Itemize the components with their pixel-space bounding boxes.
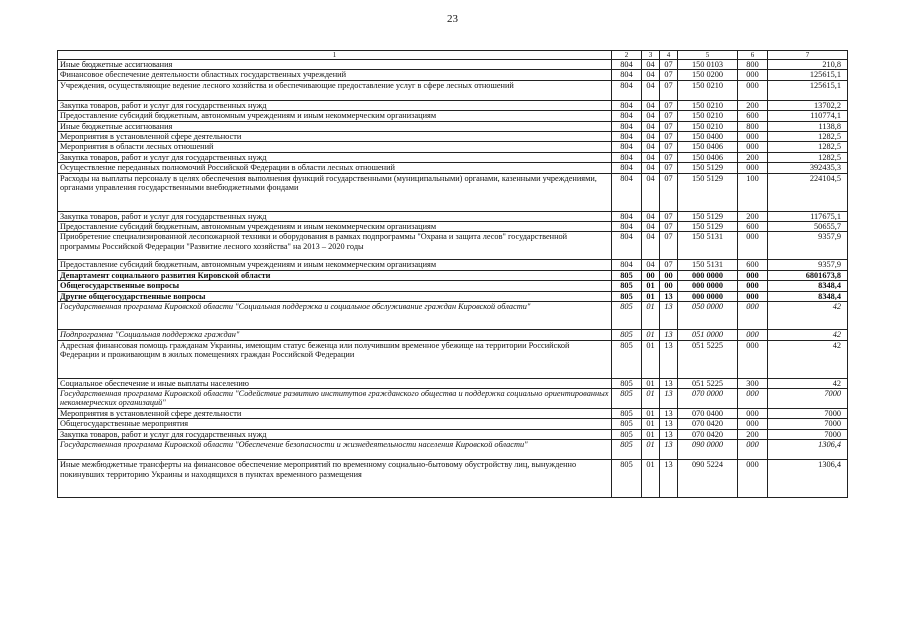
ministry-code: 804 — [612, 142, 642, 152]
amount: 7000 — [768, 419, 848, 429]
target-article-code: 150 5131 — [678, 232, 738, 260]
target-article-code: 150 0210 — [678, 80, 738, 100]
section-code: 04 — [642, 121, 660, 131]
table-row — [58, 270, 848, 280]
header-cell: 2 — [612, 51, 642, 60]
header-cell: 1 — [58, 51, 612, 60]
table-row — [58, 232, 848, 260]
expense-type-code: 200 — [738, 429, 768, 439]
expense-type-code: 800 — [738, 60, 768, 70]
table-row — [58, 222, 848, 232]
expense-type-code: 000 — [738, 302, 768, 330]
ministry-code: 804 — [612, 60, 642, 70]
item-name: Закупка товаров, работ и услуг для государственных нужд — [58, 211, 612, 221]
item-name: Иные бюджетные ассигнования — [58, 121, 612, 131]
item-name: Государственная программа Кировской области "Содействие развитию институтов гражданского общества и поддержка социально ориентированных некоммерческих организаций" — [58, 388, 612, 408]
ministry-code: 804 — [612, 80, 642, 100]
amount: 8348,4 — [768, 291, 848, 301]
expense-type-code: 000 — [738, 330, 768, 340]
section-code: 04 — [642, 111, 660, 121]
target-article-code: 050 0000 — [678, 302, 738, 330]
section-code: 01 — [642, 419, 660, 429]
ministry-code: 804 — [612, 100, 642, 110]
table-row — [58, 211, 848, 221]
table-row — [58, 460, 848, 498]
expense-type-code: 000 — [738, 232, 768, 260]
item-name: Другие общегосударственные вопросы — [58, 291, 612, 301]
table-row — [58, 111, 848, 121]
target-article-code: 090 0000 — [678, 440, 738, 460]
section-code: 01 — [642, 330, 660, 340]
target-article-code: 090 5224 — [678, 460, 738, 498]
ministry-code: 804 — [612, 132, 642, 142]
target-article-code: 150 0210 — [678, 100, 738, 110]
ministry-code: 805 — [612, 270, 642, 280]
section-code: 04 — [642, 100, 660, 110]
ministry-code: 805 — [612, 281, 642, 291]
ministry-code: 804 — [612, 173, 642, 211]
expense-type-code: 000 — [738, 270, 768, 280]
amount: 7000 — [768, 429, 848, 439]
target-article-code: 150 5129 — [678, 163, 738, 173]
expense-type-code: 000 — [738, 419, 768, 429]
expense-type-code: 600 — [738, 111, 768, 121]
subsection-code: 07 — [660, 132, 678, 142]
target-article-code: 150 0103 — [678, 60, 738, 70]
subsection-code: 07 — [660, 142, 678, 152]
subsection-code: 13 — [660, 302, 678, 330]
subsection-code: 13 — [660, 419, 678, 429]
section-code: 04 — [642, 70, 660, 80]
target-article-code: 150 0406 — [678, 142, 738, 152]
ministry-code: 804 — [612, 211, 642, 221]
table-row — [58, 330, 848, 340]
subsection-code: 13 — [660, 440, 678, 460]
target-article-code: 070 0000 — [678, 388, 738, 408]
section-code: 01 — [642, 440, 660, 460]
item-name: Общегосударственные вопросы — [58, 281, 612, 291]
expense-type-code: 300 — [738, 378, 768, 388]
amount: 1282,5 — [768, 142, 848, 152]
section-code: 04 — [642, 60, 660, 70]
target-article-code: 150 5129 — [678, 222, 738, 232]
expense-type-code: 200 — [738, 152, 768, 162]
table-row — [58, 260, 848, 270]
item-name: Предоставление субсидий бюджетным, автономным учреждениям и иным некоммерческим организациям — [58, 111, 612, 121]
subsection-code: 00 — [660, 270, 678, 280]
item-name: Государственная программа Кировской области "Обеспечение безопасности и жизнедеятельности населения Кировской области" — [58, 440, 612, 460]
subsection-code: 07 — [660, 70, 678, 80]
subsection-code: 13 — [660, 460, 678, 498]
ministry-code: 805 — [612, 330, 642, 340]
table-row — [58, 378, 848, 388]
expense-type-code: 000 — [738, 142, 768, 152]
expense-type-code: 000 — [738, 340, 768, 378]
item-name: Мероприятия в области лесных отношений — [58, 142, 612, 152]
table-row — [58, 142, 848, 152]
target-article-code: 070 0420 — [678, 419, 738, 429]
amount: 8348,4 — [768, 281, 848, 291]
table-row — [58, 419, 848, 429]
expense-type-code: 800 — [738, 121, 768, 131]
table-row — [58, 408, 848, 418]
section-code: 01 — [642, 281, 660, 291]
target-article-code: 070 0400 — [678, 408, 738, 418]
expense-type-code: 600 — [738, 222, 768, 232]
target-article-code: 000 0000 — [678, 281, 738, 291]
subsection-code: 07 — [660, 260, 678, 270]
target-article-code: 150 0210 — [678, 111, 738, 121]
section-code: 04 — [642, 152, 660, 162]
subsection-code: 07 — [660, 80, 678, 100]
subsection-code: 13 — [660, 429, 678, 439]
target-article-code: 150 5131 — [678, 260, 738, 270]
table-row — [58, 60, 848, 70]
table-row — [58, 70, 848, 80]
ministry-code: 805 — [612, 429, 642, 439]
item-name: Общегосударственные мероприятия — [58, 419, 612, 429]
expense-type-code: 000 — [738, 132, 768, 142]
item-name: Иные бюджетные ассигнования — [58, 60, 612, 70]
item-name: Предоставление субсидий бюджетным, автономным учреждениям и иным некоммерческим организациям — [58, 260, 612, 270]
budget-table — [57, 50, 848, 498]
section-code: 04 — [642, 80, 660, 100]
ministry-code: 804 — [612, 70, 642, 80]
item-name: Финансовое обеспечение деятельности областных государственных учреждений — [58, 70, 612, 80]
table-row — [58, 132, 848, 142]
amount: 9357,9 — [768, 260, 848, 270]
ministry-code: 805 — [612, 378, 642, 388]
expense-type-code: 000 — [738, 440, 768, 460]
table-row — [58, 152, 848, 162]
amount: 1306,4 — [768, 440, 848, 460]
item-name: Осуществление переданных полномочий Российской Федерации в области лесных отношений — [58, 163, 612, 173]
section-code: 01 — [642, 378, 660, 388]
table-row — [58, 302, 848, 330]
expense-type-code: 100 — [738, 173, 768, 211]
header-cell: 5 — [678, 51, 738, 60]
item-name: Иные межбюджетные трансферты на финансовое обеспечение мероприятий по временному социально-бытовому обустройству лиц, вынужденно покинувших территорию Украины и находящихся в пунктах временного размещения — [58, 460, 612, 498]
section-code: 01 — [642, 460, 660, 498]
ministry-code: 804 — [612, 232, 642, 260]
page-number: 23 — [447, 13, 458, 25]
subsection-code: 07 — [660, 111, 678, 121]
target-article-code: 150 0200 — [678, 70, 738, 80]
table-row — [58, 291, 848, 301]
subsection-code: 07 — [660, 222, 678, 232]
expense-type-code: 200 — [738, 211, 768, 221]
table-row — [58, 281, 848, 291]
amount: 210,8 — [768, 60, 848, 70]
target-article-code: 051 5225 — [678, 340, 738, 378]
subsection-code: 07 — [660, 100, 678, 110]
expense-type-code: 600 — [738, 260, 768, 270]
table-row — [58, 340, 848, 378]
expense-type-code: 000 — [738, 281, 768, 291]
ministry-code: 804 — [612, 121, 642, 131]
table-row — [58, 388, 848, 408]
section-code: 04 — [642, 232, 660, 260]
item-name: Подпрограмма "Социальная поддержка граждан" — [58, 330, 612, 340]
item-name: Учреждения, осуществляющие ведение лесного хозяйства и обеспечивающие предоставление услуг в сфере лесных отношений — [58, 80, 612, 100]
target-article-code: 051 5225 — [678, 378, 738, 388]
target-article-code: 150 5129 — [678, 211, 738, 221]
amount: 125615,1 — [768, 70, 848, 80]
amount: 50655,7 — [768, 222, 848, 232]
item-name: Закупка товаров, работ и услуг для государственных нужд — [58, 429, 612, 439]
expense-type-code: 000 — [738, 163, 768, 173]
amount: 1306,4 — [768, 460, 848, 498]
expense-type-code: 200 — [738, 100, 768, 110]
ministry-code: 805 — [612, 460, 642, 498]
section-code: 04 — [642, 211, 660, 221]
expense-type-code: 000 — [738, 70, 768, 80]
amount: 13702,2 — [768, 100, 848, 110]
expense-type-code: 000 — [738, 291, 768, 301]
header-cell: 4 — [660, 51, 678, 60]
expense-type-code: 000 — [738, 388, 768, 408]
ministry-code: 804 — [612, 163, 642, 173]
expense-type-code: 000 — [738, 408, 768, 418]
table-row — [58, 121, 848, 131]
section-code: 00 — [642, 270, 660, 280]
target-article-code: 051 0000 — [678, 330, 738, 340]
section-code: 04 — [642, 163, 660, 173]
subsection-code: 00 — [660, 281, 678, 291]
subsection-code: 07 — [660, 121, 678, 131]
section-code: 04 — [642, 132, 660, 142]
target-article-code: 070 0420 — [678, 429, 738, 439]
section-code: 01 — [642, 408, 660, 418]
expense-type-code: 000 — [738, 460, 768, 498]
amount: 7000 — [768, 408, 848, 418]
header-cell: 7 — [768, 51, 848, 60]
amount: 6801673,8 — [768, 270, 848, 280]
ministry-code: 805 — [612, 419, 642, 429]
amount: 117675,1 — [768, 211, 848, 221]
section-code: 04 — [642, 260, 660, 270]
subsection-code: 07 — [660, 232, 678, 260]
section-code: 01 — [642, 340, 660, 378]
ministry-code: 805 — [612, 302, 642, 330]
table-row — [58, 173, 848, 211]
subsection-code: 07 — [660, 60, 678, 70]
item-name: Предоставление субсидий бюджетным, автономным учреждениям и иным некоммерческим организациям — [58, 222, 612, 232]
section-code: 04 — [642, 173, 660, 211]
item-name: Закупка товаров, работ и услуг для государственных нужд — [58, 152, 612, 162]
amount: 42 — [768, 330, 848, 340]
target-article-code: 150 0406 — [678, 152, 738, 162]
item-name: Приобретение специализированной лесопожарной техники и оборудования в рамках подпрограммы "Охрана и защита лесов" государственной программы Российской Федерации "Развитие лесного хозяйства" на 2013 – 2020 годы — [58, 232, 612, 260]
target-article-code: 150 0400 — [678, 132, 738, 142]
header-cell: 6 — [738, 51, 768, 60]
amount: 125615,1 — [768, 80, 848, 100]
subsection-code: 13 — [660, 330, 678, 340]
item-name: Социальное обеспечение и иные выплаты населению — [58, 378, 612, 388]
ministry-code: 805 — [612, 340, 642, 378]
subsection-code: 07 — [660, 163, 678, 173]
ministry-code: 804 — [612, 260, 642, 270]
subsection-code: 13 — [660, 388, 678, 408]
amount: 42 — [768, 378, 848, 388]
table-row — [58, 163, 848, 173]
section-code: 04 — [642, 142, 660, 152]
ministry-code: 804 — [612, 152, 642, 162]
item-name: Департамент социального развития Кировской области — [58, 270, 612, 280]
amount: 392435,3 — [768, 163, 848, 173]
table-row — [58, 80, 848, 100]
amount: 1282,5 — [768, 132, 848, 142]
amount: 1282,5 — [768, 152, 848, 162]
header-row — [58, 51, 848, 60]
amount: 7000 — [768, 388, 848, 408]
item-name: Адресная финансовая помощь гражданам Украины, имеющим статус беженца или получившим временное убежище на территории Российской Федерации и проживающим в жилых помещениях граждан Российской Федерации — [58, 340, 612, 378]
item-name: Мероприятия в установленной сфере деятельности — [58, 408, 612, 418]
header-cell: 3 — [642, 51, 660, 60]
ministry-code: 804 — [612, 222, 642, 232]
table-row — [58, 100, 848, 110]
amount: 42 — [768, 302, 848, 330]
table-row — [58, 429, 848, 439]
expense-type-code: 000 — [738, 80, 768, 100]
subsection-code: 13 — [660, 291, 678, 301]
ministry-code: 805 — [612, 291, 642, 301]
item-name: Расходы на выплаты персоналу в целях обеспечения выполнения функций государственными (муниципальными) органами, казенными учреждениями, органами управления государственными внебюджетными фондами — [58, 173, 612, 211]
section-code: 04 — [642, 222, 660, 232]
ministry-code: 805 — [612, 388, 642, 408]
section-code: 01 — [642, 429, 660, 439]
amount: 110774,1 — [768, 111, 848, 121]
target-article-code: 150 5129 — [678, 173, 738, 211]
subsection-code: 07 — [660, 152, 678, 162]
section-code: 01 — [642, 302, 660, 330]
subsection-code: 13 — [660, 378, 678, 388]
section-code: 01 — [642, 291, 660, 301]
target-article-code: 000 0000 — [678, 291, 738, 301]
item-name: Мероприятия в установленной сфере деятельности — [58, 132, 612, 142]
target-article-code: 000 0000 — [678, 270, 738, 280]
amount: 1138,8 — [768, 121, 848, 131]
subsection-code: 07 — [660, 211, 678, 221]
ministry-code: 804 — [612, 111, 642, 121]
section-code: 01 — [642, 388, 660, 408]
subsection-code: 13 — [660, 340, 678, 378]
subsection-code: 13 — [660, 408, 678, 418]
amount: 224104,5 — [768, 173, 848, 211]
amount: 9357,9 — [768, 232, 848, 260]
amount: 42 — [768, 340, 848, 378]
ministry-code: 805 — [612, 408, 642, 418]
subsection-code: 07 — [660, 173, 678, 211]
table-row — [58, 440, 848, 460]
item-name: Государственная программа Кировской области "Социальная поддержка и социальное обслуживание граждан Кировской области" — [58, 302, 612, 330]
target-article-code: 150 0210 — [678, 121, 738, 131]
item-name: Закупка товаров, работ и услуг для государственных нужд — [58, 100, 612, 110]
ministry-code: 805 — [612, 440, 642, 460]
